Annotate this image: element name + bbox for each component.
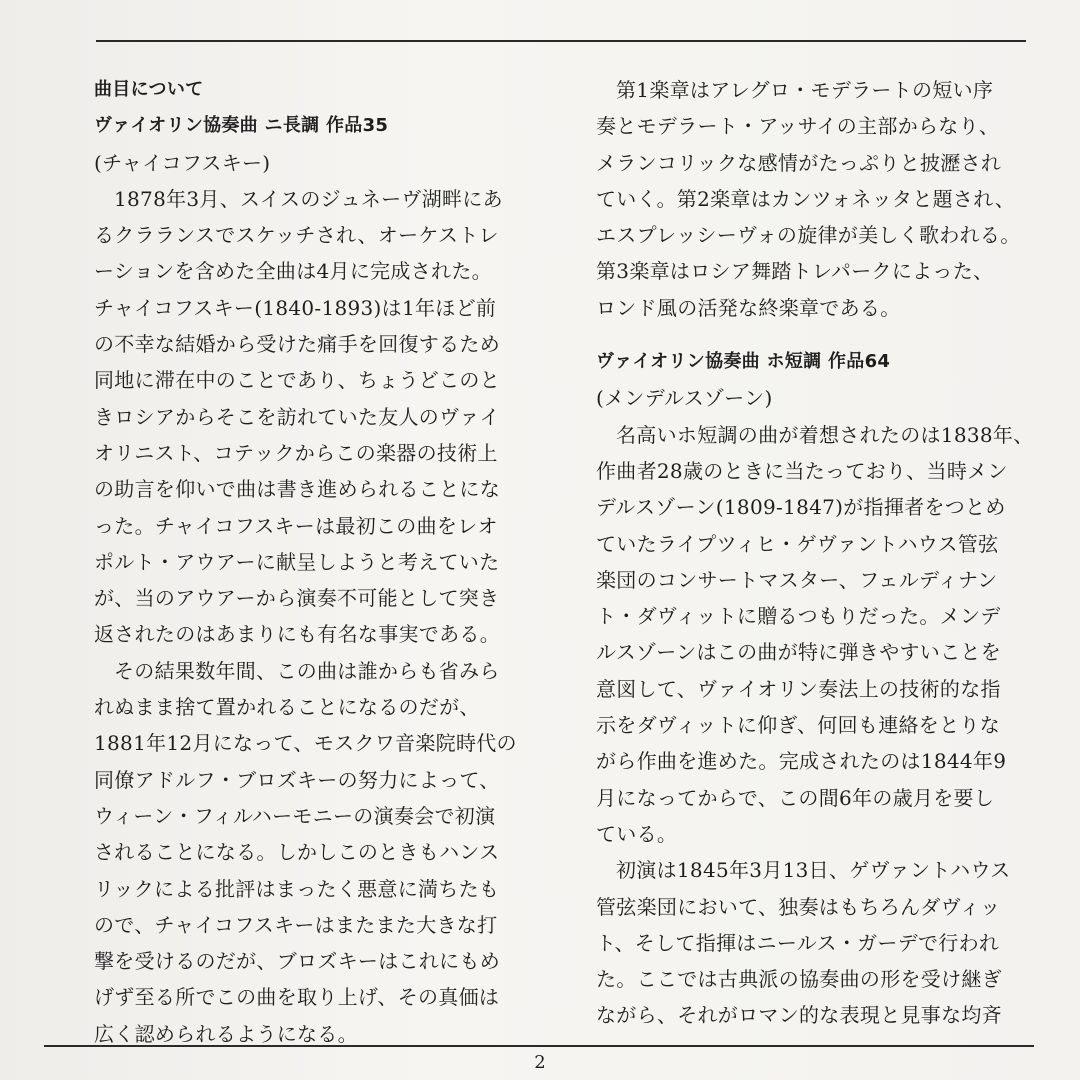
paragraph-line: 奏とモデラート・アッサイの主部からなり、 [596,114,1000,139]
paragraph-line: れぬまま捨て置かれることになるのだが、 [94,695,480,720]
paragraph-line: ながら、それがロマン的な表現と見事な均斉 [596,1003,1002,1028]
paragraph-line: 月になってからで、この間6年の歳月を要し [596,785,995,810]
work-heading-mendelssohn: ヴァイオリン協奏曲 ホ短調 作品64 [596,351,891,373]
paragraph-line: 同僚アドルフ・ブロズキーの努力によって、 [94,767,500,792]
paragraph [596,417,1036,853]
paragraph-line: リックによる批評はまったく悪意に満ちたも [94,876,500,901]
paragraph-line: 1878年3月、スイスのジュネーヴ湖畔にあ [114,186,503,211]
paragraph-line: 管弦楽団において、独奏はもちろんダヴィッ [596,894,1001,919]
paragraph-line: 意図して、ヴァイオリン奏法上の技術的な指 [596,676,1001,701]
paragraph-line: されることになる。しかしこのときもハンス [94,840,500,865]
right-column [596,72,1036,1034]
paragraph-line: 広く認められるようになる。 [94,1021,358,1046]
paragraph-line: きロシアからそこを訪れていた友人のヴァイ [94,404,500,429]
paragraph-line: の助言を仰いで曲は書き進められることにな [94,477,500,502]
paragraph [94,181,544,653]
paragraph-line: 撃を受けるのだが、ブロズキーはこれにもめ [94,949,500,974]
left-column [94,72,544,1052]
paragraph-line: ている。 [596,821,678,846]
composer-tchaikovsky: (チャイコフスキー) [94,150,271,175]
paragraph-line: ロンド風の活発な終楽章である。 [596,295,901,320]
paragraph-line: デルスゾーン(1809-1847)が指揮者をつとめ [596,495,1006,520]
bottom-rule [44,1045,1034,1047]
paragraph-line: 第1楽章はアレグロ・モデラートの短い序 [616,78,994,102]
paragraph-line: るクラランスでスケッチされ、オーケストレ [94,223,499,248]
paragraph-line: ルスゾーンはこの曲が特に弾きやすいことを [596,640,1001,665]
paragraph-line: 初演は1845年3月13日、ゲヴァントハウス [616,858,1011,883]
paragraph-line: 作曲者28歳のときに当たっており、当時メン [596,458,1008,483]
top-rule [96,40,1026,42]
paragraph-line: メランコリックな感情がたっぷりと披瀝され [596,150,1002,175]
work-heading-tchaikovsky: ヴァイオリン協奏曲 ニ長調 作品35 [94,115,389,137]
paragraph-line: その結果数年間、この曲は誰からも省みら [114,658,500,683]
page-number: 2 [534,1052,546,1073]
composer-mendelssohn: (メンデルスゾーン) [596,386,773,411]
paragraph-line: 名高いホ短調の曲が着想されたのは1838年、 [616,422,1034,447]
paragraph-line: ト・ダヴィットに贈るつもりだった。メンデ [596,604,1001,629]
paragraph-line: ていたライプツィヒ・ゲヴァントハウス管弦 [596,531,999,556]
paragraph-line: がら作曲を進めた。完成されたのは1844年9 [596,749,1007,774]
paragraph-line: ので、チャイコフスキーはまたまた大きな打 [94,912,498,937]
paragraph-line: ていく。第2楽章はカンツォネッタと題され、 [596,186,1016,211]
paragraph [596,852,1036,1033]
paragraph-line: ポルト・アウアーに献呈しようと考えていた [94,549,500,574]
paragraph-line: の不幸な結婚から受けた痛手を回復するため [94,332,500,357]
section-gap [596,326,1036,344]
paragraph-line: ウィーン・フィルハーモニーの演奏会で初演 [94,803,496,828]
paragraph [94,653,544,1052]
paragraph-line: げず至る所でこの曲を取り上げ、その真価は [94,985,500,1010]
paragraph-line: ト、そして指揮はニールス・ガーデで行われ [596,930,1000,955]
paragraph-line: 示をダヴィットに仰ぎ、何回も連絡をとりな [596,713,1000,738]
paragraph-line: た。ここでは古典派の協奏曲の形を受け継ぎ [596,967,1002,992]
paragraph-line: 第3楽章はロシア舞踏トレパークによった、 [596,259,994,284]
paragraph-line: 返されたのはあまりにも有名な事実である。 [94,622,500,647]
paragraph-line: オリニスト、コテックからこの楽器の技術上 [94,440,498,465]
paragraph-line: 楽団のコンサートマスター、フェルディナン [596,567,998,592]
paragraph-line: ーションを含めた全曲は4月に完成された。 [94,259,492,284]
paragraph [596,72,1036,326]
paragraph-line: が、当のアウアーから演奏不可能として突き [94,586,500,611]
paragraph-line: った。チャイコフスキーは最初この曲をレオ [94,513,498,538]
paragraph-line: エスプレッシーヴォの旋律が美しく歌われる。 [596,223,1021,248]
section-title: 曲目について [94,79,204,100]
paragraph-line: チャイコフスキー(1840-1893)は1年ほど前 [94,295,497,320]
paragraph-line: 同地に滞在中のことであり、ちょうどこのと [94,368,500,393]
paragraph-line: 1881年12月になって、モスクワ音楽院時代の [94,731,517,756]
